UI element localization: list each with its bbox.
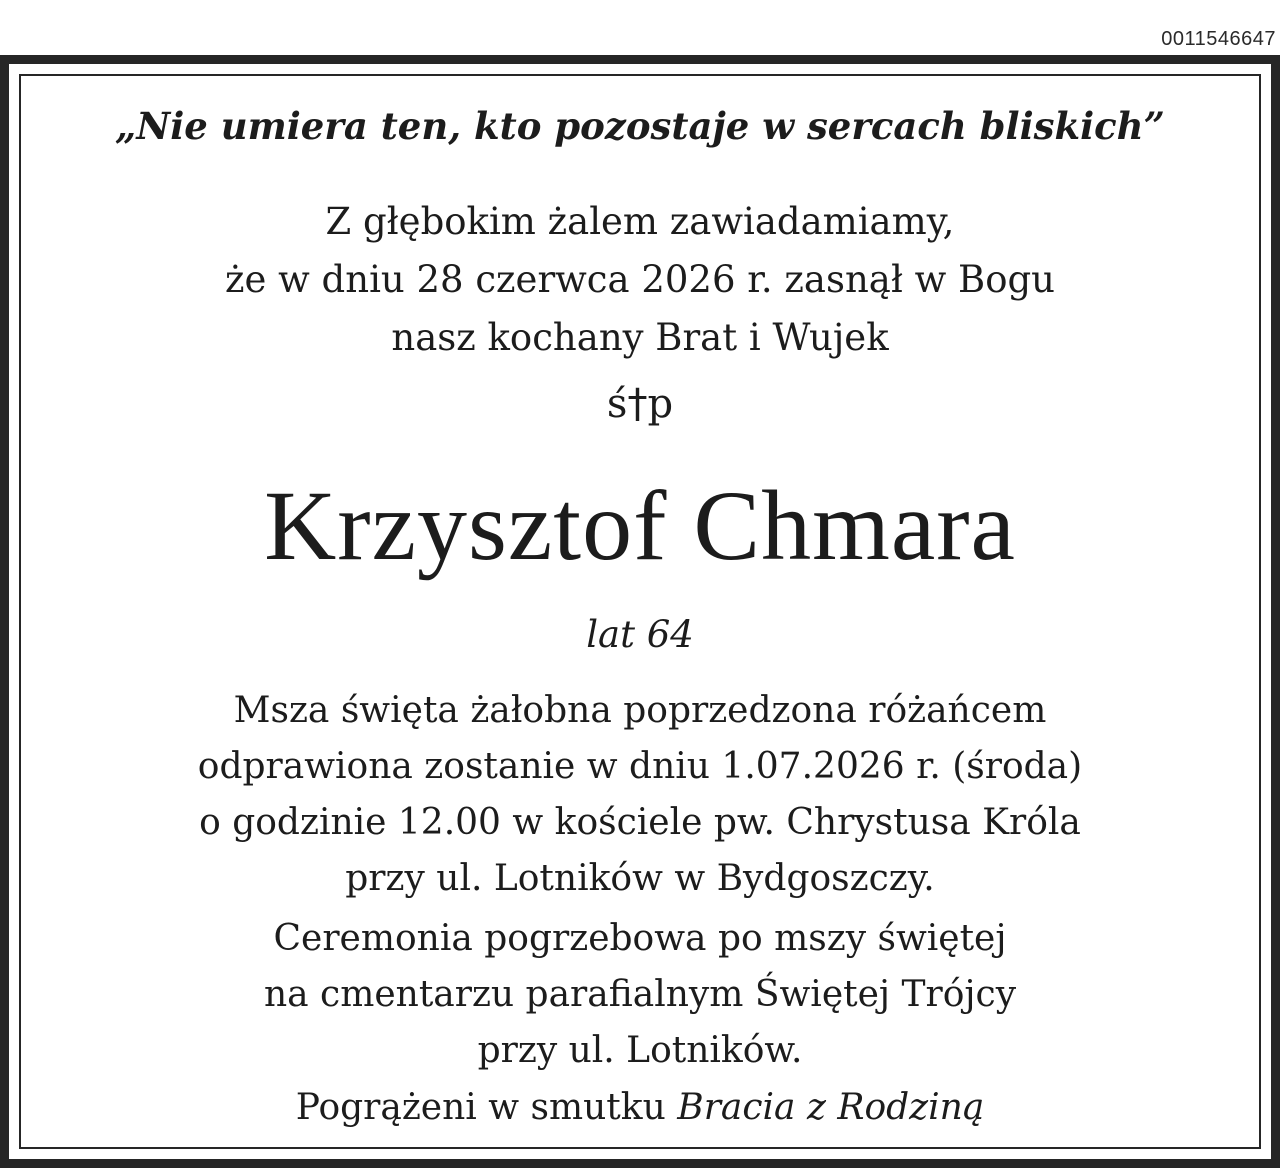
ad-id-number: 0011546647 xyxy=(1161,28,1276,50)
epitaph-quote: „Nie umiera ten, kto pozostaje w sercach bliskich” xyxy=(115,104,1165,148)
mass-line: Msza święta żałobna poprzedzona różańcem xyxy=(233,690,1047,731)
intro-line: nasz kochany Brat i Wujek xyxy=(391,316,889,359)
announcement-intro xyxy=(21,193,1259,367)
obituary-frame xyxy=(0,55,1280,1168)
intro-line: Z głębokim żalem zawiadamiamy, xyxy=(325,200,955,243)
intro-line: że w dniu 28 czerwca 2026 r. zasnął w Bogu xyxy=(224,258,1056,301)
stp-prefix: ś xyxy=(606,381,628,427)
stp-marker xyxy=(21,381,1259,427)
signoff-family: Bracia z Rodziną xyxy=(677,1087,985,1128)
ceremony-line: na cmentarzu parafialnym Świętej Trójcy xyxy=(263,974,1017,1015)
signoff xyxy=(21,1086,1259,1129)
deceased-age: lat 64 xyxy=(586,613,694,656)
obituary-inner-border xyxy=(19,74,1261,1149)
stp-suffix: p xyxy=(647,381,674,427)
cross-icon: † xyxy=(627,381,648,427)
mass-line: odprawiona zostanie w dniu 1.07.2026 r. (środa) xyxy=(197,746,1083,787)
signoff-text: Pogrążeni w smutku xyxy=(295,1087,678,1128)
deceased-name: Krzysztof Chmara xyxy=(264,470,1016,581)
mass-line: przy ul. Lotników w Bydgoszczy. xyxy=(345,858,935,899)
ceremony-line: przy ul. Lotników. xyxy=(477,1030,803,1071)
ceremony-line: Ceremonia pogrzebowa po mszy świętej xyxy=(273,918,1007,959)
ceremony-details xyxy=(21,911,1259,1079)
mass-details xyxy=(21,683,1259,907)
mass-line: o godzinie 12.00 w kościele pw. Chrystusa Króla xyxy=(199,802,1081,843)
